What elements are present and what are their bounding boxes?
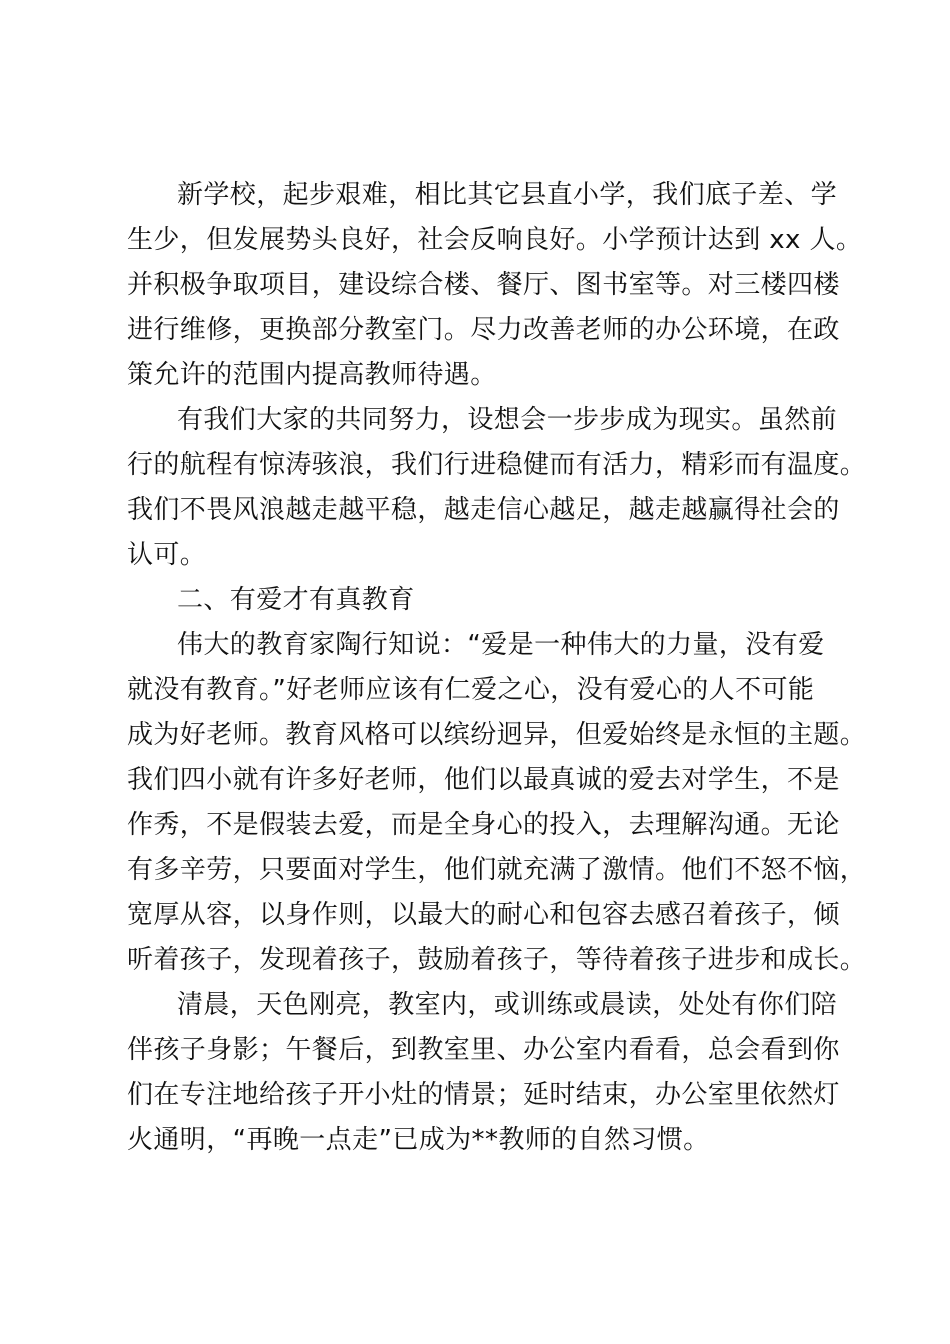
- paragraph-line: 成为好老师。教育风格可以缤纷迥异，但爱始终是永恒的主题。: [127, 720, 867, 750]
- paragraph-line: 新学校，起步艰难，相比其它县直小学，我们底子差、学: [177, 180, 838, 210]
- paragraph-line: 听着孩子，发现着孩子，鼓励着孩子，等待着孩子进步和成长。: [127, 945, 867, 975]
- paragraph-tao-xingzhi: [127, 623, 867, 983]
- paragraph-line: 认可。: [127, 540, 207, 570]
- paragraph-line: 并积极争取项目，建设综合楼、餐厅、图书室等。对三楼四楼: [127, 270, 840, 300]
- paragraph-new-school: [127, 173, 863, 398]
- paragraph-line: 们在专注地给孩子开小灶的情景；延时结束，办公室里依然灯: [127, 1080, 840, 1110]
- paragraph-line: 生少，但发展势头良好，社会反响良好。小学预计达到 xx 人。: [127, 225, 863, 255]
- section-heading: [127, 578, 847, 623]
- paragraph-line: 我们四小就有许多好老师，他们以最真诚的爱去对学生，不是: [127, 765, 840, 795]
- paragraph-line: 进行维修，更换部分教室门。尽力改善老师的办公环境，在政: [127, 315, 840, 345]
- paragraph-line: 作秀，不是假装去爱，而是全身心的投入，去理解沟通。无论: [127, 810, 840, 840]
- paragraph-common-effort: [127, 398, 867, 578]
- paragraph-early-morning: [127, 983, 847, 1163]
- paragraph-line: 就没有教育。”好老师应该有仁爱之心，没有爱心的人不可能: [127, 675, 815, 705]
- paragraph-line: 策允许的范围内提高教师待遇。: [127, 360, 497, 390]
- paragraph-line: 行的航程有惊涛骇浪，我们行进稳健而有活力，精彩而有温度。: [127, 450, 867, 480]
- paragraph-line: 宽厚从容，以身作则，以最大的耐心和包容去感召着孩子，倾: [127, 900, 840, 930]
- document-body: [127, 173, 867, 1163]
- paragraph-line: 有多辛劳，只要面对学生，他们就充满了激情。他们不怒不恼，: [127, 855, 867, 885]
- paragraph-line: 清晨，天色刚亮，教室内，或训练或晨读，处处有你们陪: [177, 990, 838, 1020]
- paragraph-line: 我们不畏风浪越走越平稳，越走信心越足，越走越赢得社会的: [127, 495, 840, 525]
- paragraph-line: 伟大的教育家陶行知说：“爱是一种伟大的力量，没有爱: [177, 630, 825, 660]
- paragraph-line: 伴孩子身影；午餐后，到教室里、办公室内看看，总会看到你: [127, 1035, 840, 1065]
- section-heading-text: 二、有爱才有真教育: [177, 585, 415, 615]
- paragraph-line: 有我们大家的共同努力，设想会一步步成为现实。虽然前: [177, 405, 838, 435]
- paragraph-line: 火通明，“再晚一点走”已成为**教师的自然习惯。: [127, 1125, 710, 1155]
